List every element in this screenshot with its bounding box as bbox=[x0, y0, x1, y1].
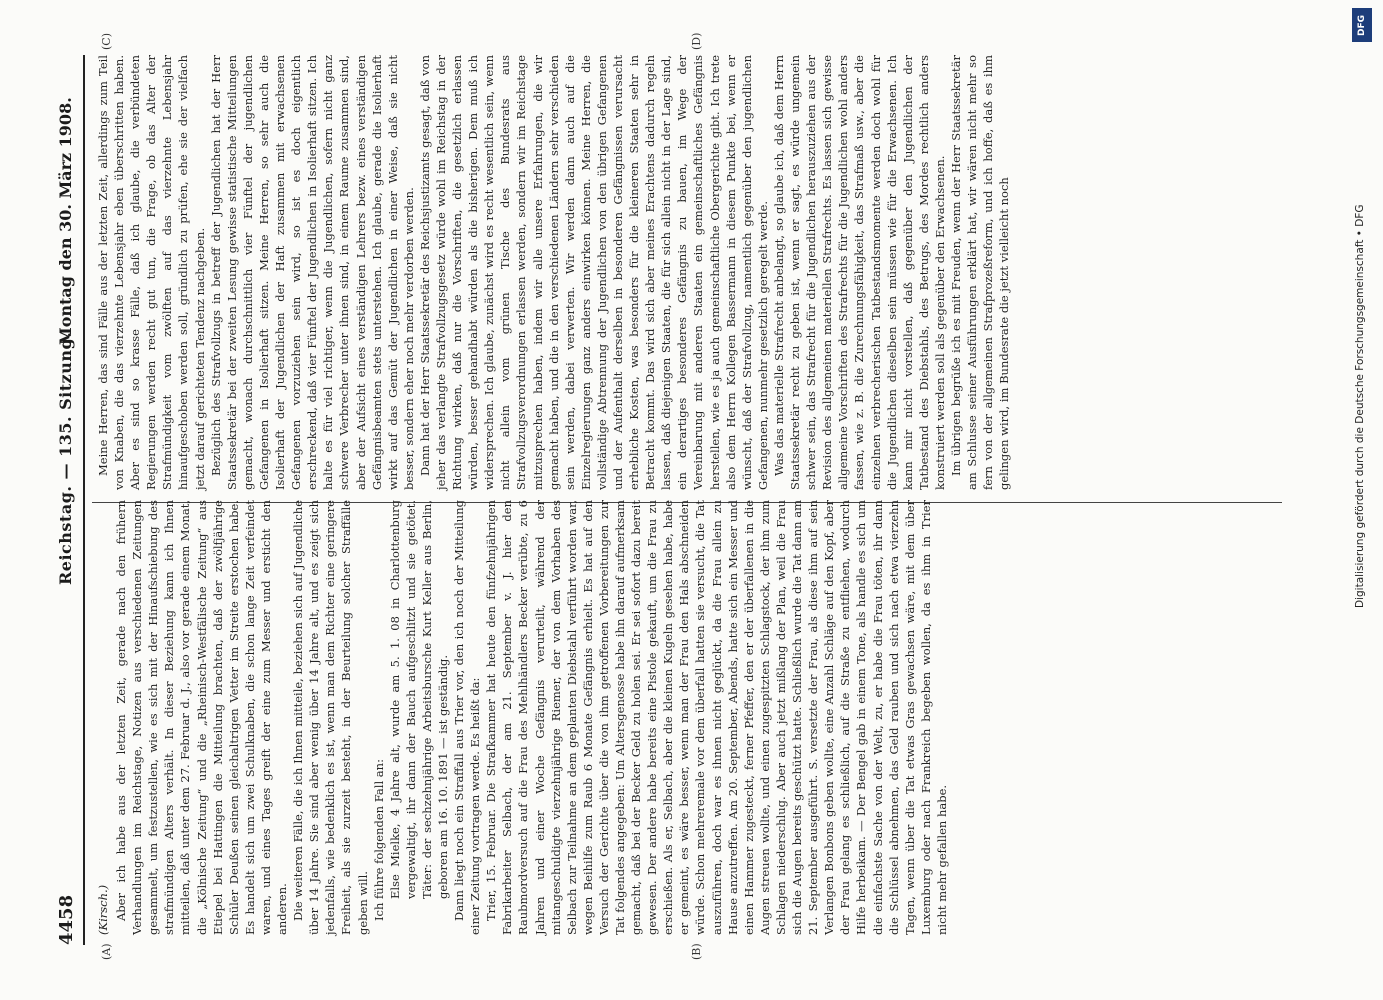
session-date: Montag den 30. März 1908. bbox=[56, 97, 75, 345]
marker-a: (A) bbox=[100, 943, 113, 960]
paragraph: Bezüglich des Strafvollzugs in betreff der Jugendlichen hat der Herr Staatssekretär bei der zweiten Lesung gewisse statistische Mitteilungen gemacht, wonach durchschnittlich vier Fünftel der jugendlichen Gefangenen in Isolierhaft sitzen. Meine Herren, so sehr auch die Isolierhaft der Jugendlichen der Haft zusammen mit erwachsenen Gefangenen vorzuziehen sein wird, so ist es doch eigentlich erschreckend, daß vier Fünftel der Jugendlichen in Isolierhaft sitzen. Ich halte es für viel richtiger, wenn die Jugendlichen, sofern nicht ganz schwere Verbrecher unter ihnen sind, in einem Raume zusammen sind, aber der Aufsicht eines verständigen Lehrers bezw. eines verständigen Gefängnisbeamten stets unterstehen. Ich glaube, gerade die Isolierhaft wirkt auf das Gemüt der Jugendlichen in einer Weise, daß sie nicht besser, sondern eher noch mehr verdorben werden. bbox=[208, 55, 416, 490]
header-rule bbox=[83, 55, 85, 945]
paragraph: Trier, 15. Februar. Die Strafkammer hat heute den fünfzehnjährigen Fabrikarbeiter Selbach, der am 21. September v. J. hier den Raubmordversuch auf die Frau des Mehlhändlers Becker verübte, zu 6 Jahren und einer Woche Gefängnis verurteilt, während der mitangeschuldigte vierzehnjährige Riemer, der von dem Vorhaben des Selbach zur Teilnahme an dem geplanten Diebstahl verführt worden war, wegen Beihilfe zum Raub 6 Monate Gefängnis erhielt. Es hat auf den Versuch der Gerichte über die von ihm getroffenen Vorbereitungen zur Tat folgendes angegeben: Um Altersgenosse habe ihn darauf aufmerksam gemacht, daß bei der Becker Geld zu holen sei. Er sei sofort dazu bereit gewesen. Der andere habe bereits eine Pistole gekauft, um die Frau zu erschießen. Als er, Selbach, aber die kleinen Kugeln gesehen habe, habe er gemeint, es wäre besser, wenn man der Frau den Hals abschneiden würde. Schon mehreremale vor dem überfall hatten sie versucht, die Tat auszuführen, doch war es ihnen nicht geglückt, da die Frau allein zu Hause anzutreffen. Am 20. September, Abends, hatte sich ein Messer und einen Hammer zugesteckt, ferner Pfeffer, den er der überfallenen in die Augen streuen wollte, und einen zugespitzten Schlagstock, der ihm zum Schlagen niederschlug. Aber auch jetzt mißlang der Plan, weil die Frau sich die Augen bereits geschützt hatte. Schließlich wurde die Tat dann am 21. September ausgeführt. S. versetzte der Frau, als diese ihm auf sein Verlangen Bonbons geben wollte, eine Anzahl Schläge auf den Kopf, aber der Frau gelang es schließlich, auf die Straße zu entfliehen, wodurch Hilfe herbeikam. — Der Bengel gab in einem Tone, als handle es sich um die einfachste Sache von der Welt, zu, er habe die Frau töten, ihr dann die Schlüssel abnehmen, das Geld rauben und sich nach etwa vierzehn Tagen, wenn über die Tat etwas Gras gewachsen wäre, mit dem über Luxemburg oder nach Frankreich begeben wollen, da es ihm in Trier nicht mehr gefallen habe. bbox=[484, 500, 949, 935]
dfg-credit-strip bbox=[1340, 0, 1383, 1000]
paragraph: Im übrigen begrüße ich es mit Freuden, wenn der Herr Staatssekretär am Schlusse seiner Ausführungen erklärt hat, wir wären nicht mehr so fern von der allgemeinen Strafprozeßreform, und ich hoffe, daß es ihm gelingen wird, im Bundesrate die jetzt vielleicht noch bbox=[948, 55, 1012, 490]
right-column bbox=[95, 55, 1012, 490]
left-column bbox=[95, 500, 950, 935]
page-header bbox=[50, 55, 80, 945]
paragraph: Ich führe folgenden Fall an: bbox=[371, 759, 386, 921]
paragraph: Die weiteren Fälle, die ich Ihnen mitteile, beziehen sich auf Jugendliche über 14 Jahre. Sie sind aber wenig über 14 Jahre alt, und es zeigt sich jedenfalls, wie bedenklich es ist, wenn man dem Richter eine geringere Freiheit, als sie zurzeit besteht, in der Beurteilung solcher Straffälle geben will. bbox=[291, 500, 370, 935]
case-quote: Else Mielke, 4 Jahre alt, wurde am 5. 1. 08 in Charlottenburg vergewaltigt, ihr dann der Bauch aufgeschlitzt und sie getötet. Täter: der sechzehnjährige Arbeitsbursche Kurt Keller aus Berlin, geboren am 16. 10. 1891 — ist geständig. bbox=[387, 500, 450, 899]
page-number: 4458 bbox=[56, 894, 77, 945]
marker-c: (C) bbox=[100, 33, 113, 50]
paragraph: Was das materielle Strafrecht anbelangt, so glaube ich, daß dem Herrn Staatssekretär recht zu geben ist, wenn er sagt, es würde ungemein schwer sein, das Strafrecht für die Jugendlichen herauszuziehen aus der Revision des allgemeinen materiellen Strafrechts. Es lassen sich gewisse allgemeine Vorschriften des Strafrechts für die Jugendlichen wohl anders fassen, wie z. B. die Zurechnungsfähigkeit, das Strafmaß usw., aber die einzelnen verbrecherischen Tatbestandsmomente werden doch wohl für die Jugendlichen dieselben sein müssen wie für die Erwachsenen. Ich kann mir nicht vorstellen, daß gegenüber den Jugendlichen der Tatbestand des Diebstahls, des Betrugs, des Mordes rechtlich anders konstruiert werden soll als gegenüber den Erwachsenen. bbox=[771, 55, 947, 490]
paragraph: Dann hat der Herr Staatssekretär des Reichsjustizamts gesagt, daß von jeher das verlangte Strafvollzugsgesetz würde wohl im Reichstag in der Richtung wirken, daß nur die Vorschriften, die gesetzlich erlassen würden, besser gehandhabt würden als die bisherigen. Dem muß ich widersprechen. Ich glaube, zunächst wird es recht wesentlich sein, wenn nicht allein vom grünen Tische des Bundesrats aus Strafvollzugsverordnungen erlassen werden, sondern wir im Reichstage mitzusprechen haben, indem wir alle unsere Erfahrungen, die wir gemacht haben, und die in den verschiedenen Ländern sehr verschieden sein werden, dabei verwerten. Wir werden dann auch auf die Einzelregierungen ganz anders einwirken können. Meine Herren, die vollständige Abtrennung der Jugendlichen von den übrigen Gefangenen und der Aufenthalt derselben in besonderen Gefängnissen verursacht erhebliche Kosten, was besonders für die kleineren Staaten sehr in Betracht kommt. Das wird sich aber meines Erachtens dadurch regeln lassen, daß diejenigen Staaten, die für sich allein nicht in der Lage sind, ein derartiges besonderes Gefängnis zu bauen, im Wege der Vereinbarung mit anderen Staaten ein gemeinschaftliches Gefängnis herstellen, wie es ja auch gemeinschaftliche Obergerichte gibt. Ich trete also dem Herrn Kollegen Bassermann in diesem Punkte bei, wenn er wünscht, daß der Strafvollzug, namentlich gegenüber den jugendlichen Gefangenen, nunmehr gesetzlich geregelt werde. bbox=[417, 55, 770, 490]
digitization-credit: Digitalisierung gefördert durch die Deutsche Forschungsgemeinschaft • DFG bbox=[1354, 204, 1366, 608]
session-title: Reichstag. — 135. Sitzung. bbox=[56, 331, 75, 585]
marker-b: (B) bbox=[690, 943, 703, 960]
paragraph: Dann liegt noch ein Straffall aus Trier vor, den ich noch der Mitteilung einer Zeitung vortragen werde. Es heißt da: bbox=[452, 500, 483, 935]
paragraph: Aber ich habe aus der letzten Zeit, gerade nach den frühern Verhandlungen im Reichstage, Notizen aus verschiedenen Zeitungen gesammelt, um festzustellen, wie es sich mit der Hinaufschiebung des strafmündigen Alters verhält. In dieser Beziehung kann ich Ihnen mitteilen, daß unter dem 27. Februar d. J., also vor gerade einem Monat, die „Kölnische Zeitung“ und die „Rheinisch-Westfälische Zeitung“ aus Etiepel bei Hattingen die Mitteilung brachten, daß der zwölfjährige Schüler Deußen seinen gleichaltrigen Vetter im Streite erstochen habe. Es handelt sich um zwei Schulknaben, die schon lange Zeit verfeindet waren, und eines Tages greift der eine zum Messer und ersticht den anderen. bbox=[114, 500, 290, 935]
paragraph: Meine Herren, das sind Fälle aus der letzten Zeit, allerdings zum Teil von Knaben, die das vierzehnte Lebensjahr eben überschritten haben. Aber es sind so krasse Fälle, daß ich glaube, die verbündeten Regierungen werden recht gut tun, die Frage, ob das Alter der Strafmündigkeit vom zwölften auf das vierzehnte Lebensjahr hinaufgeschoben werden soll, gründlich zu prüfen, ehe sie der vielfach jetzt darauf gerichteten Tendenz nachgeben. bbox=[96, 55, 207, 490]
dfg-logo: DFG bbox=[1352, 8, 1372, 42]
marker-d: (D) bbox=[690, 32, 703, 50]
speaker-name: (Kirsch.) bbox=[96, 884, 110, 935]
